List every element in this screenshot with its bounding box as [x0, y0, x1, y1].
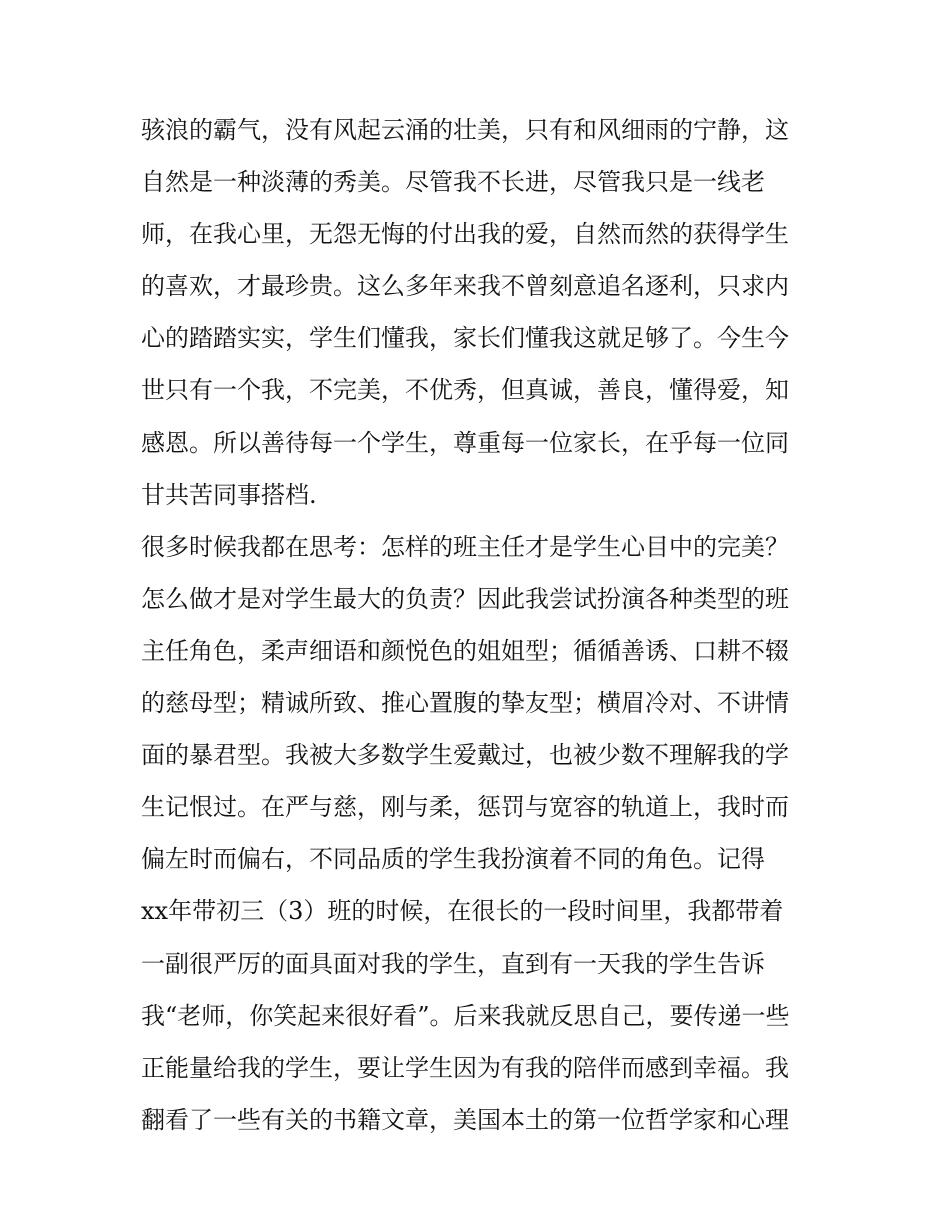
text-line: 一副很严厉的面具面对我的学生，直到有一天我的学生告诉 — [141, 949, 765, 978]
text-line: 骇浪的霸气，没有风起云涌的壮美，只有和风细雨的宁静，这 — [141, 116, 789, 144]
text-line: 生记恨过。在严与慈，刚与柔，惩罚与宽容的轨道上，我时而 — [141, 793, 789, 822]
text-line: xx年带初三（3）班的时候，在很长的一段时间里，我都带着 — [141, 897, 784, 926]
text-line: 的喜欢，才最珍贵。这么多年来我不曾刻意追名逐利，只求内 — [141, 272, 789, 301]
text-line: 的慈母型；精诚所致、推心置腹的挚友型；横眉冷对、不讲情 — [141, 689, 789, 718]
text-line: 很多时候我都在思考：怎样的班主任才是学生心目中的完美？ — [141, 532, 789, 561]
text-line: 怎么做才是对学生最大的负责？因此我尝试扮演各种类型的班 — [141, 584, 789, 613]
text-line: 感恩。所以善待每一个学生，尊重每一位家长，在乎每一位同 — [141, 428, 789, 457]
body-text — [141, 110, 821, 1152]
text-line: 正能量给我的学生，要让学生因为有我的陪伴而感到幸福。我 — [141, 1053, 789, 1082]
text-line: 心的踏踏实实，学生们懂我，家长们懂我这就足够了。今生今 — [141, 324, 789, 353]
text-line: 翻看了一些有关的书籍文章，美国本土的第一位哲学家和心理 — [141, 1105, 789, 1134]
text-line: 师，在我心里，无怨无悔的付出我的爱，自然而然的获得学生 — [141, 220, 789, 249]
text-line: 甘共苦同事搭档. — [141, 480, 317, 509]
text-line: 偏左时而偏右，不同品质的学生我扮演着不同的角色。记得 — [141, 845, 765, 874]
text-line: 面的暴君型。我被大多数学生爱戴过，也被少数不理解我的学 — [141, 741, 789, 770]
text-line: 我“老师，你笑起来很好看”。后来我就反思自己，要传递一些 — [141, 1001, 790, 1030]
text-line: 主任角色，柔声细语和颜悦色的姐姐型；循循善诱、口耕不辍 — [141, 636, 789, 665]
text-line: 世只有一个我，不完美，不优秀，但真诚，善良，懂得爱，知 — [141, 376, 789, 405]
text-line: 自然是一种淡薄的秀美。尽管我不长进，尽管我只是一线老 — [141, 168, 765, 197]
